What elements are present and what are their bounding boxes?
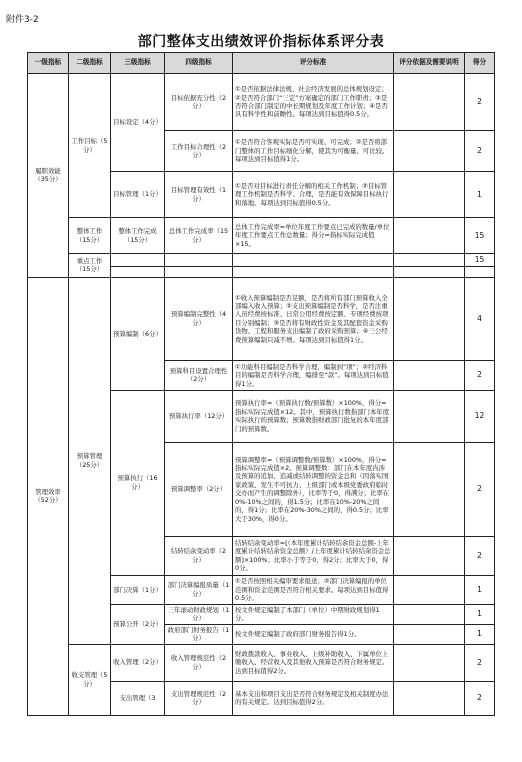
- l2-cell: 收支管理（5分）: [69, 644, 111, 715]
- standard-cell: 结转结余变动率=[（本年度累计结转结余资金总额-上年度累计结转结余资金总额）/上年度累计结转结余资金总额]×100%；比率小于等于0，得2分；比率大于0，得0分。: [233, 536, 394, 575]
- score-cell: 1: [465, 624, 495, 644]
- score-cell: 1: [465, 604, 495, 624]
- score-cell: 2: [465, 360, 495, 390]
- standard-cell: ①收入预算编制是否足额，是否将所有部门预算收入全部编入收入预算；②支出预算编制是否科学，是否注重人员经费按标准、日常公用经费按定额、专项经费按项目分别编制；③是否将有财政性资金及其配套资金采购货物、工程和服务支出编制了政府采购预算；④三公经费预算编制只减不增。每项达到目标值得1分。: [233, 277, 394, 360]
- l4-cell: 部门决算编报质量（1分）: [165, 575, 233, 604]
- standard-cell: ①是否按照相关编审要求报送；②部门决算编报的单位范围和资金范围是否符合相关要求。每项达到目标值得0.5分。: [233, 575, 394, 604]
- standard-cell: 财政拨款收入、事业收入、上级补助收入、下属单位上缴收入、经营收入及其他收入预算是否符合财务规定。达到目标值得2分。: [233, 644, 394, 681]
- basis-cell: [394, 604, 465, 624]
- l3-cell: 部门决算（1分）: [111, 575, 165, 604]
- score-cell: 2: [465, 536, 495, 575]
- standard-cell: 预算调整率=（预算调整数/预算数）×100%，得分=指标实际完成值×2。预算调整数：部门在本年度内涉及预算的追加、追减或结转调整的资金总和（因落实国家政策、发生不可抗力、上级部门或本级党委政府临时交办而产生的调整除外），比率等于0，得满分；比率在0%-10%之间的，得1.5分；比率在10%-20%之间的，得1分；比率在20%-30%之间的，得0.5分；比率大于30%，得0分。: [233, 442, 394, 536]
- score-cell: 15: [465, 254, 495, 267]
- standard-cell: [233, 266, 394, 277]
- l4-cell: [165, 266, 233, 277]
- basis-cell: [394, 644, 465, 681]
- basis-cell: [394, 442, 465, 536]
- l2-cell: 预算管理（25分）: [69, 277, 111, 644]
- header-standard: 评分标准: [233, 53, 394, 74]
- basis-cell: [394, 624, 465, 644]
- l4-cell: 政府部门财务报告（1分）: [165, 624, 233, 644]
- l3-cell: [111, 254, 165, 267]
- score-cell: [465, 266, 495, 277]
- basis-cell: [394, 254, 465, 267]
- l4-cell: 总体工作完成率（15分）: [165, 218, 233, 254]
- l1-cell: 管理效率（52分）: [28, 277, 69, 715]
- table-row: [28, 277, 495, 360]
- score-cell: 12: [465, 390, 495, 442]
- header-l2: 二级指标: [69, 53, 111, 74]
- score-cell: 15: [465, 218, 495, 254]
- basis-cell: [394, 266, 465, 277]
- standard-cell: 按文件规定编制了本部门（单位）中期财政规划得1分。: [233, 604, 394, 624]
- header-score: 得分: [465, 53, 495, 74]
- annex-label: 附件3-2: [6, 15, 39, 25]
- header-l1: 一级指标: [28, 53, 69, 74]
- page-title: 部门整体支出绩效评价指标体系评分表: [137, 34, 385, 50]
- score-cell: 2: [465, 74, 495, 131]
- basis-cell: [394, 131, 465, 172]
- score-cell: 2: [465, 644, 495, 681]
- l4-cell: 目标管理有效性（1分）: [165, 172, 233, 218]
- l4-cell: 三年滚动财政规划（1分）: [165, 604, 233, 624]
- header-row: [28, 53, 495, 74]
- l3-cell: 收入管理（2分）: [111, 644, 165, 681]
- l3-cell: 预算执行（16分）: [111, 390, 165, 575]
- header-l4: 四级指标: [165, 53, 233, 74]
- header-l3: 三级指标: [111, 53, 165, 74]
- l4-cell: 结转结余变动率（2分）: [165, 536, 233, 575]
- score-cell: 2: [465, 681, 495, 715]
- score-cell: 1: [465, 575, 495, 604]
- score-cell: 1: [465, 172, 495, 218]
- l4-cell: 预算调整率（2分）: [165, 442, 233, 536]
- table-row: [28, 254, 495, 267]
- basis-cell: [394, 681, 465, 715]
- l4-cell: 收入管理规范性（2分）: [165, 644, 233, 681]
- basis-cell: [394, 218, 465, 254]
- l4-cell: 目标依据充分性（2分）: [165, 74, 233, 131]
- l4-cell: 预算科目设置合理性（2分）: [165, 360, 233, 390]
- l3-cell: 预算编制（6分）: [111, 277, 165, 390]
- l4-cell: 预算执行率（12分）: [165, 390, 233, 442]
- standard-cell: ①是否对目标进行责任分解的相关工作机制；②目标管理工作机制是否科学、合理，是否能有效保障目标执行和落地。每项达到目标值得0.5分。: [233, 172, 394, 218]
- table-row: [28, 644, 495, 681]
- l4-cell: 支出管理规范性（2分）: [165, 681, 233, 715]
- score-cell: 2: [465, 131, 495, 172]
- header-basis: 评分依据及需要说明: [394, 53, 465, 74]
- l3-cell: 预算公开（2分）: [111, 604, 165, 644]
- l4-cell: 工作目标合理性（2分）: [165, 131, 233, 172]
- standard-cell: ①功能科目编制是否科学合理，编制到“项”；②经济科目的编制是否科学合理，编排至“款”。每项达到目标值得1分。: [233, 360, 394, 390]
- basis-cell: [394, 536, 465, 575]
- standard-cell: ①是否符合客观实际是否可实现、可完成；②是否将部门整体的工作目标细化分解，使其为可衡量、可比较。每项达到目标值得1分。: [233, 131, 394, 172]
- score-cell: 2: [465, 442, 495, 536]
- l4-cell: [165, 254, 233, 267]
- l2-cell: 工作目标（5分）: [69, 74, 111, 218]
- table-row: [28, 74, 495, 131]
- l4-cell: 预算编制完整性（4分）: [165, 277, 233, 360]
- basis-cell: [394, 575, 465, 604]
- standard-cell: [233, 254, 394, 267]
- l3-cell: 目标管理（1分）: [111, 172, 165, 218]
- standard-cell: 总体工作完成率=单位年度工作要点已完成的数量/单位年度工作要点工作总数量；得分=指标实际完成值×15。: [233, 218, 394, 254]
- score-cell: 4: [465, 277, 495, 360]
- l3-cell: 目标设定（4分）: [111, 74, 165, 172]
- standard-cell: 按文件规定编制了政府部门财务报告得1分。: [233, 624, 394, 644]
- l2-cell: 重点工作（15分）: [69, 254, 111, 278]
- l2-cell: 整体工作（15分）: [69, 218, 111, 254]
- basis-cell: [394, 74, 465, 131]
- standard-cell: 基本支出和项目支出是否符合财务规定及相关制度办法的有关规定。达到目标值得2分。: [233, 681, 394, 715]
- standard-cell: 预算执行率=（预算执行数/预算数）×100%，得分=指标实际完成值×12。其中，预算执行数指部门本年度实际执行的预算数；预算数指财政部门批复的本年度部门的预算数。: [233, 390, 394, 442]
- standard-cell: ①是否依据法律法规、社会经济发展的总体规划设定；②是否符合部门“三定”方案确定的部门工作职责；③是否符合部门制定的中长期规划及年度工作计划；④是否具有科学性和前瞻性。每项达到目标值得0.5分。: [233, 74, 394, 131]
- basis-cell: [394, 277, 465, 360]
- l1-cell: 履职效能（35分）: [28, 74, 69, 278]
- table-row: [28, 218, 495, 254]
- basis-cell: [394, 390, 465, 442]
- l3-cell: 支出管理（3: [111, 681, 165, 715]
- basis-cell: [394, 360, 465, 390]
- evaluation-table: [27, 52, 495, 716]
- basis-cell: [394, 172, 465, 218]
- l3-cell: [111, 266, 165, 277]
- l3-cell: 整体工作完成（15分）: [111, 218, 165, 254]
